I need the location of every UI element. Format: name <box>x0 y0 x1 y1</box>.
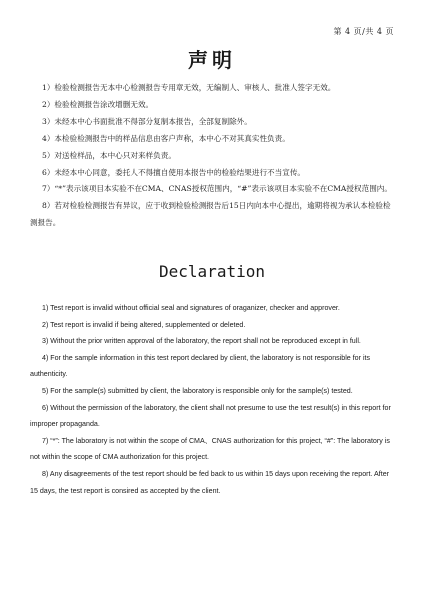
statement-cn: 7）“*”表示该项目本实验不在CMA、CNAS授权范围内，“#”表示该项目本实验不在CMA授权范围内。 <box>42 184 392 194</box>
declaration-title-cn: 声明 <box>188 48 236 72</box>
statements-cn <box>30 80 394 232</box>
statement-cn: 1）检验检测报告无本中心检测报告专用章无效，无编制人、审核人、批准人签字无效。 <box>42 83 336 92</box>
statement-en: 2) Test report is invalid if being altered, supplemented or deleted. <box>42 320 246 329</box>
page-indicator: 第 4 页/共 4 页 <box>333 27 394 36</box>
statement-cn: 4）本检验检测报告中的样品信息由客户声称，本中心不对其真实性负责。 <box>42 133 290 143</box>
declaration-title-en: Declaration <box>159 262 265 281</box>
statement-cn: 5）对送检样品，本中心只对来样负责。 <box>42 150 176 160</box>
statement-en: 3) Without the prior written approval of the laboratory, the report shall not be reproduced except in full. <box>42 337 361 346</box>
statement-cn: 6）未经本中心同意，委托人不得擅自使用本报告中的检验结果进行不当宣传。 <box>42 167 306 177</box>
statement-en: 5) For the sample(s) submitted by client, the laboratory is responsible only for the sample(s) tested. <box>42 386 353 395</box>
statements-en <box>30 300 394 499</box>
statement-en: 1) Test report is invalid without official seal and signatures of oraganizer, checker and approver. <box>42 304 340 312</box>
statement-cn: 8）若对检验检测报告有异议，应于收到检验检测报告后15日内向本中心提出，逾期将视为承认本检验检测报告。 <box>30 201 391 228</box>
statement-en: 8) Any disagreements of the test report should be fed back to us within 15 days upon receiving the report. After 15 days, the test report is consired as accepted by the client. <box>30 469 390 495</box>
statement-en: 4) For the sample information in this test report declared by client, the laboratory is not responsible for its authenticity. <box>30 353 371 379</box>
statement-en: 6) Without the permission of the laboratory, the client shall not presume to use the test result(s) in this report for improper propaganda. <box>30 403 391 429</box>
statement-en: 7) “*”: The laboratory is not within the scope of CMA、CNAS authorization for this project, “#”: The laboratory is not within the scope of CMA authorization for this project. <box>30 436 390 462</box>
statement-cn: 3）未经本中心书面批准不得部分复制本报告，全部复制除外。 <box>42 116 252 126</box>
statement-cn: 2）检验检测报告涂改增删无效。 <box>42 99 154 109</box>
